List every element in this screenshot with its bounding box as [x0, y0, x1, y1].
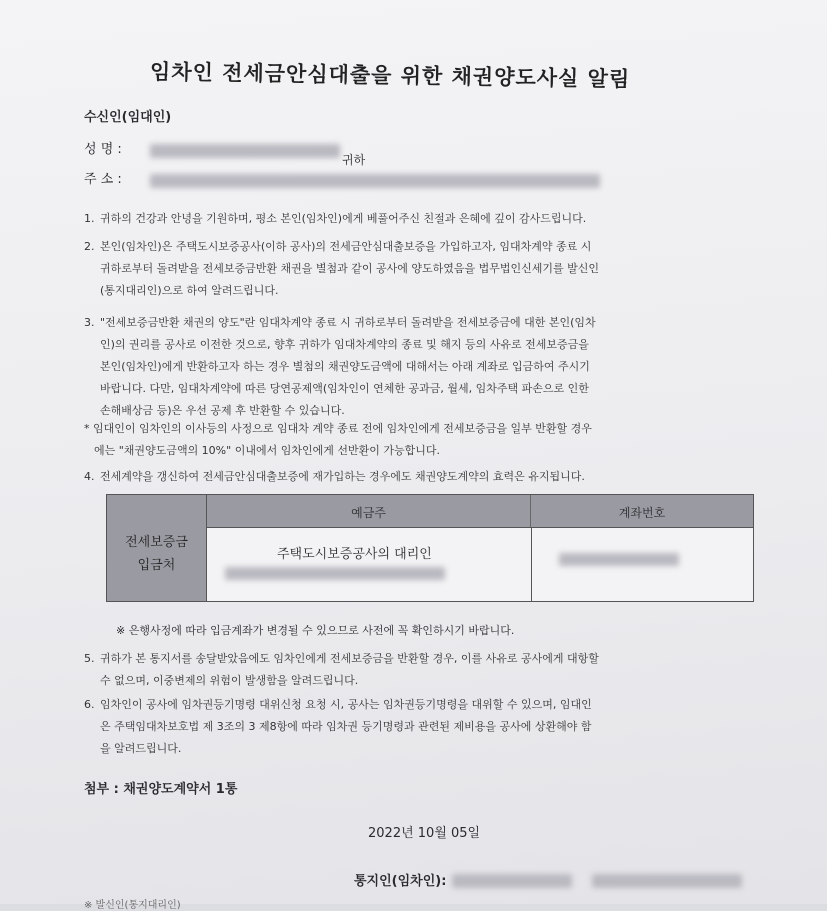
- account-table: [106, 494, 754, 602]
- account-holder: 주택도시보증공사의 대리인: [277, 547, 432, 562]
- name-label: 성 명 :: [84, 142, 122, 157]
- redacted-holder-detail: [225, 567, 445, 580]
- account-column-header: 계좌번호: [531, 495, 753, 527]
- table-divider: [207, 527, 753, 528]
- paragraph-4: 4. 전세계약을 갱신하여 전세금안심대출보증에 재가입하는 경우에도 채권양도계약의 효력은 유지됩니다.: [84, 470, 585, 483]
- address-label: 주 소 :: [84, 172, 122, 187]
- redacted-sender-detail: [592, 874, 742, 888]
- redacted-sender-name: [452, 874, 572, 888]
- table-row-header: 전세보증금 입금처: [107, 495, 207, 601]
- table-column-divider: [531, 527, 532, 601]
- cutoff-line: ※ 발신인(통지대리인): [84, 900, 181, 911]
- recipient-heading: 수신인(임대인): [84, 110, 172, 125]
- notice-date: 2022년 10월 05일: [368, 826, 481, 841]
- redacted-address: [150, 174, 600, 188]
- bank-note: ※ 은행사정에 따라 입금계좌가 변경될 수 있으므로 사전에 꼭 확인하시기 바랍니다.: [116, 624, 515, 637]
- sender-label: 통지인(임차인):: [354, 874, 447, 889]
- paragraph-3: 3. "전세보증금반환 채권의 양도"란 임대차계약 종료 시 귀하로부터 돌려받을 전세보증금에 대한 본인(임차 인)의 권리를 공사로 이전한 것으로, 향후 귀하가 임대차계약의 종료 및 해지 등의 사유로 전세보증금을 본인(임차인)에게 반환하고자 하는 경우 별첨의 채권양도금액에 대해서는 아래 계좌로 입금하여 주시기 바랍니다. 다만, 임대차계약에 따른 당연공제액(임차인이 연체한 공과금, 월세, 임차주택 파손으로 인한 손해배상금 등)은 우선 공제 후 반환할 수 있습니다.: [84, 316, 596, 417]
- paragraph-2: 2. 본인(임차인)은 주택도시보증공사(이하 공사)의 전세금안심대출보증을 가입하고자, 임대차계약 종료 시 귀하로부터 돌려받을 전세보증금반환 채권을 별첨과 같이 공사에 양도하였음을 법무법인신세기를 발신인 (통지대리인)으로 하여 알려드립니다.: [84, 240, 600, 297]
- star-note: * 임대인이 임차인의 이사등의 사정으로 임대차 계약 종료 전에 임차인에게 전세보증금을 일부 반환할 경우 에는 "채권양도금액의 10%" 이내에서 임차인에게 선반환이 가능합니다.: [84, 422, 592, 457]
- attachment-note: 첨부 : 채권양도계약서 1통: [84, 782, 238, 797]
- paragraph-6: 6. 임차인이 공사에 임차권등기명령 대위신청 요청 시, 공사는 임차권등기명령을 대위할 수 있으며, 임대인 은 주택임대차보호법 제 3조의 3 제8항에 따라 임차권 등기명령과 관련된 제비용을 공사에 상환해야 함 을 알려드립니다.: [84, 698, 592, 755]
- paragraph-1: 1. 귀하의 건강과 안녕을 기원하며, 평소 본인(임차인)에게 베풀어주신 친절과 은혜에 깊이 감사드립니다.: [84, 212, 587, 225]
- paragraph-5: 5. 귀하가 본 통지서를 송달받았음에도 임차인에게 전세보증금을 반환할 경우, 이를 사유로 공사에게 대항할 수 없으며, 이중변제의 위험이 발생함을 알려드립니다.: [84, 652, 599, 687]
- document-title: 임차인 전세금안심대출을 위한 채권양도사실 알림: [149, 58, 631, 92]
- gwiha-label: 귀하: [342, 153, 366, 167]
- holder-column-header: 예금주: [207, 495, 531, 527]
- redacted-account-number: [559, 553, 679, 566]
- redacted-name: [150, 144, 340, 158]
